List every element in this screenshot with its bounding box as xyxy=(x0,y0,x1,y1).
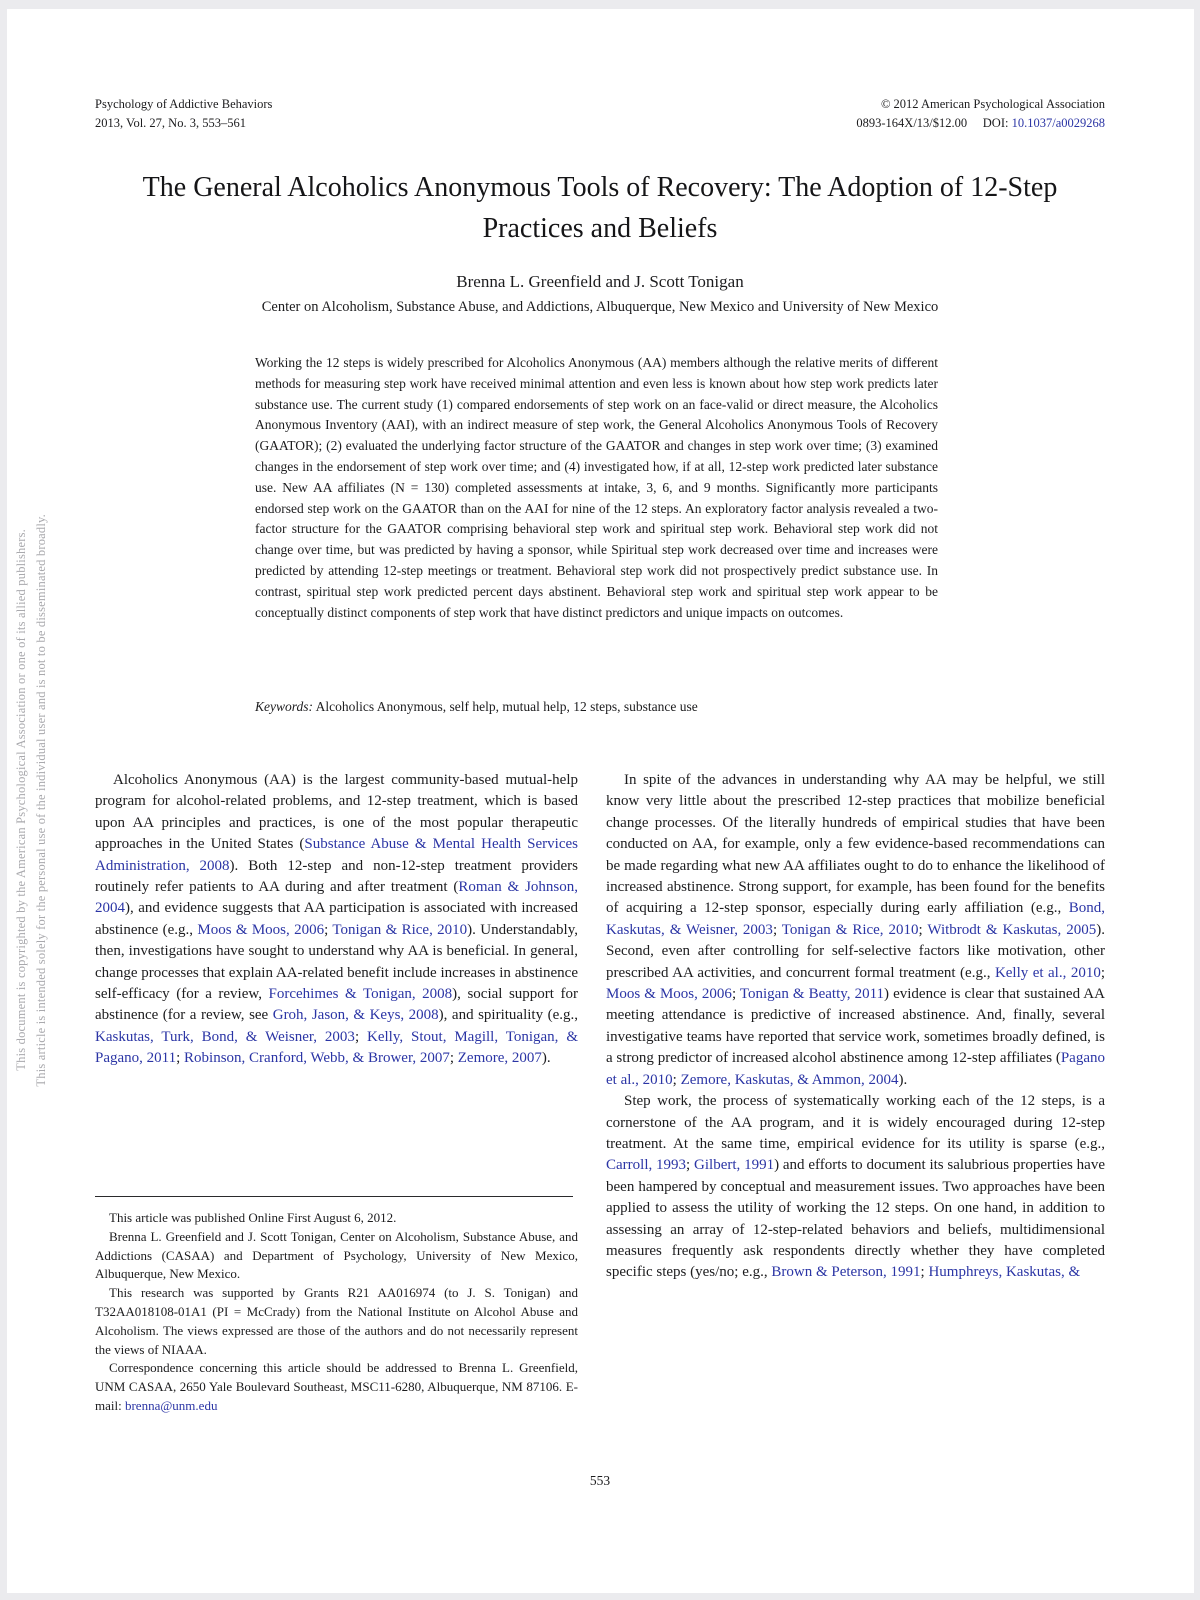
text-segment: ; xyxy=(772,921,782,938)
body-column-right xyxy=(606,770,1105,1284)
citation-link[interactable]: Kelly, Stout, Magill, Tonigan, & Pagano, 2011 xyxy=(95,1028,578,1067)
article-affiliation: Center on Alcoholism, Substance Abuse, and Addictions, Albuquerque, New Mexico and University of New Mexico xyxy=(261,299,939,315)
doi-link[interactable]: 10.1037/a0029268 xyxy=(1011,115,1105,130)
scan-edge-bottom xyxy=(0,1593,1200,1600)
citation-link[interactable]: Brown & Peterson, 1991 xyxy=(771,1264,921,1281)
journal-issue: 2013, Vol. 27, No. 3, 553–561 xyxy=(95,115,246,130)
text-segment: ; xyxy=(672,1071,681,1088)
copyright-block xyxy=(856,95,1105,133)
text-segment: ; xyxy=(176,1050,185,1067)
copyright-sidebar xyxy=(14,420,58,1180)
text-segment: ) and efforts to document its salubrious properties have been hampered by conceptual and measurement issues. Two approaches have been applied to assess the utility of working the 12 steps. On one hand, in addition to assessing an array of 12-step-related behaviors and beliefs, multidimensional measures frequently ask respondents directly whether they have completed specific steps (yes/no; e.g., xyxy=(606,1157,1105,1281)
scan-edge-left xyxy=(0,0,7,1600)
text-segment: ). xyxy=(541,1050,551,1067)
doi-spacer xyxy=(970,116,979,130)
citation-link[interactable]: Robinson, Cranford, Webb, & Brower, 2007 xyxy=(184,1050,450,1067)
journal-masthead xyxy=(95,95,272,133)
article-authors: Brenna L. Greenfield and J. Scott Tonigan xyxy=(456,272,744,291)
citation-link[interactable]: Moos & Moos, 2006 xyxy=(197,921,325,938)
keywords-label: Keywords: xyxy=(255,699,313,714)
keywords-line xyxy=(255,697,938,718)
text-segment: Correspondence concerning this article should be addressed to Brenna L. Greenfield, UNM CASAA, 2650 Yale Boulevard Southeast, MSC11-6280, Albuquerque, NM 87106. E-mail: xyxy=(95,1360,578,1413)
citation-link[interactable]: Tonigan & Beatty, 2011 xyxy=(739,986,885,1003)
text-segment: Step work, the process of systematically working each of the 12 steps, is a cornerstone of the AA program, and it is widely encouraged during 12-step treatment. At the same time, empirical evidence for its utility is sparse (e.g., xyxy=(606,1093,1105,1152)
text-segment: ; xyxy=(920,1264,929,1281)
sidebar-copyright-line1: This document is copyrighted by the American Psychological Association or one of its allied publishers. xyxy=(14,529,28,1071)
citation-link[interactable]: Gilbert, 1991 xyxy=(694,1157,775,1174)
text-segment: ). Both 12-step and non-12-step treatment providers routinely refer patients to AA during and after treatment ( xyxy=(95,857,578,896)
page-number: 553 xyxy=(589,1473,611,1488)
text-segment: ; xyxy=(449,1050,458,1067)
text-segment: ). Understandably, then, investigations have sought to understand why AA is beneficial. In general, change processes that explain AA-related benefit include increases in abstinence self-efficacy (for a review, xyxy=(95,921,578,1003)
journal-name: Psychology of Addictive Behaviors xyxy=(95,97,273,111)
text-segment: ; xyxy=(731,986,740,1003)
footnote-correspondence-line xyxy=(95,1359,578,1415)
citation-link[interactable]: Zemore, Kaskutas, & Ammon, 2004 xyxy=(680,1071,899,1088)
article-title: The General Alcoholics Anonymous Tools of Recovery: The Adoption of 12-Step Practices and Beliefs xyxy=(142,172,1058,244)
footnote-published-line: This article was published Online First August 6, 2012. xyxy=(109,1210,397,1225)
citation-link[interactable]: Pagano et al., 2010 xyxy=(606,1050,1105,1088)
footnote-divider xyxy=(95,1196,573,1197)
scan-edge-top xyxy=(0,0,1200,9)
text-segment: ; xyxy=(1100,964,1105,981)
paragraph xyxy=(606,770,1105,1091)
footnote-funding-line: This research was supported by Grants R21 AA016974 (to J. S. Tonigan) and T32AA018108-01A1 (PI = McCrady) from the National Institute on Alcohol Abuse and Alcoholism. The views expressed are those of the authors and do not necessarily represent the views of NIAAA. xyxy=(95,1285,578,1357)
text-segment: ). xyxy=(898,1071,908,1088)
paragraph xyxy=(606,1091,1105,1284)
body-column-left xyxy=(95,770,578,1070)
text-segment: ), and evidence suggests that AA participation is associated with increased abstinence (e.g., xyxy=(95,900,578,938)
citation-link[interactable]: Zemore, 2007 xyxy=(457,1050,542,1067)
footnote-affiliation-line: Brenna L. Greenfield and J. Scott Tonigan, Center on Alcoholism, Substance Abuse, and Addictions (CASAA) and Department of Psychology, University of New Mexico, Albuquerque, New Mexico. xyxy=(95,1228,578,1282)
citation-link[interactable]: Moos & Moos, 2006 xyxy=(606,986,732,1003)
citation-link[interactable]: Humphreys, Kaskutas, & xyxy=(928,1264,1081,1281)
keywords-text: Alcoholics Anonymous, self help, mutual help, 12 steps, substance use xyxy=(315,699,698,714)
abstract: Working the 12 steps is widely prescribed for Alcoholics Anonymous (AA) members although the relative merits of different methods for measuring step work have received minimal attention and even less is known about how step work predicts later substance use. The current study (1) compared endorsements of step work on an face-valid or direct measure, the Alcoholics Anonymous Inventory (AAI), with an indirect measure of step work, the General Alcoholics Anonymous Tools of Recovery (GAATOR); (2) evaluated the underlying factor structure of the GAATOR and changes in step work over time; (3) examined changes in the endorsement of step work over time; and (4) investigated how, if at all, 12-step work predicted later substance use. New AA affiliates (N = 130) completed assessments at intake, 3, 6, and 9 months. Significantly more participants endorsed step work on the GAATOR than on the AAI for nine of the 12 steps. An exploratory factor analysis revealed a two-factor structure for the GAATOR comprising behavioral step work and spiritual step work. Behavioral step work did not change over time, but was predicted by having a sponsor, while Spiritual step work decreased over time and increases were predicted by attending 12-step meetings or treatment. Behavioral step work did not prospectively predict substance use. In contrast, spiritual step work predicted percent days abstinent. Behavioral step work and spiritual step work appear to be conceptually distinct components of step work that have distinct predictors and unique impacts on outcomes. xyxy=(255,355,938,620)
citation-link[interactable]: Forcehimes & Tonigan, 2008 xyxy=(268,986,453,1003)
citation-link[interactable]: Roman & Johnson, 2004 xyxy=(95,879,578,917)
citation-link[interactable]: Witbrodt & Kaskutas, 2005 xyxy=(927,921,1097,938)
paragraph xyxy=(95,770,578,1070)
text-segment: ; xyxy=(686,1157,695,1174)
copyright-line: © 2012 American Psychological Association xyxy=(880,97,1105,111)
scan-edge-right xyxy=(1194,0,1200,1600)
citation-link[interactable]: Kelly et al., 2010 xyxy=(994,964,1101,981)
text-segment: ; xyxy=(324,921,333,938)
text-segment: ; xyxy=(918,921,928,938)
text-segment: ), and spirituality (e.g., xyxy=(438,1007,578,1024)
citation-link[interactable]: Substance Abuse & Mental Health Services Administration, 2008 xyxy=(95,836,579,874)
author-note xyxy=(95,1196,578,1416)
text-segment: ), social support for abstinence (for a review, see xyxy=(95,986,578,1024)
email-link[interactable]: brenna@unm.edu xyxy=(124,1397,218,1413)
citation-link[interactable]: Tonigan & Rice, 2010 xyxy=(332,921,468,938)
text-segment: ) evidence is clear that sustained AA meeting attendance is predictive of increased abstinence. And, finally, several investigative teams have reported that service work, sometimes broadly defined, is a strong predictor of increased alcohol abstinence among 12-step affiliates ( xyxy=(606,986,1105,1067)
text-segment: In spite of the advances in understanding why AA may be helpful, we still know very little about the prescribed 12-step practices that mobilize beneficial change processes. Of the literally hundreds of empirical studies that have been conducted on AA, for example, only a few evidence-based recommendations can be made regarding what new AA affiliates ought to do to enhance the likelihood of increased abstinence. Strong support, for example, has been found for the benefits of acquiring a 12-step sponsor, especially during early affiliation (e.g., xyxy=(606,772,1105,917)
issn-doi-line xyxy=(856,114,1105,133)
text-segment: Alcoholics Anonymous (AA) is the largest community-based mutual-help program for alcohol-related problems, and 12-step treatment, which is based upon AA principles and practices, is one of the most popular therapeutic approaches in the United States ( xyxy=(95,772,578,853)
issn: 0893-164X/13/$12.00 xyxy=(856,115,968,130)
citation-link[interactable]: Kaskutas, Turk, Bond, & Weisner, 2003 xyxy=(95,1028,355,1045)
citation-link[interactable]: Carroll, 1993 xyxy=(606,1157,687,1174)
doi-label: DOI: xyxy=(982,115,1012,130)
citation-link[interactable]: Groh, Jason, & Keys, 2008 xyxy=(272,1007,439,1024)
text-segment: ). Second, even after controlling for self-selective factors like motivation, other prescribed AA activities, and concurrent formal treatment (e.g., xyxy=(606,921,1105,981)
sidebar-copyright-line2: This article is intended solely for the personal use of the individual user and is not to be disseminated broadly. xyxy=(34,513,48,1087)
citation-link[interactable]: Tonigan & Rice, 2010 xyxy=(781,921,919,938)
text-segment: ; xyxy=(354,1028,368,1045)
citation-link[interactable]: Bond, Kaskutas, & Weisner, 2003 xyxy=(606,900,1105,938)
